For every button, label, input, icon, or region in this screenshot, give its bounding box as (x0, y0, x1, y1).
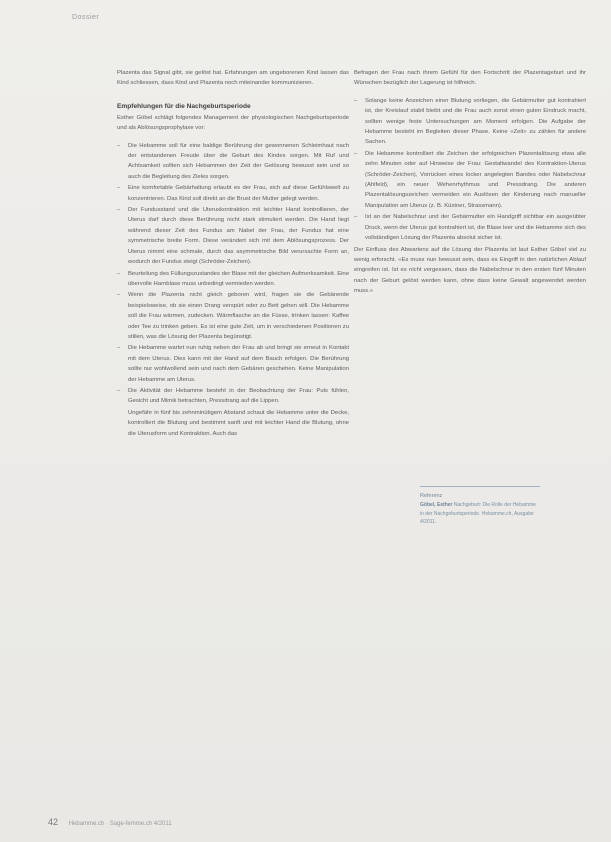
section-label: Dossier (72, 14, 100, 21)
list-item: – Beurteilung des Füllungszustandes der Blase mit der gleichen Aufmerksamkeit. Eine übervolle Harnblase muss unbedingt vermieden werden. (117, 270, 349, 287)
right-column (354, 68, 586, 304)
right-list (354, 96, 586, 244)
list-item-continuation: Ungefähr in fünf bis zehnminütigem Abstand schaut die Hebamme unter die Decke, kontrolliert die Blutung und bestimmt sanft und mit leichter Hand die Blutung, ohne die Uterusform und Kontraktion. Auch das (128, 409, 349, 437)
list-item: – Wenn die Plazenta nicht gleich geboren wird, fragen sie die Gebärende beispielsweise, ob sie einen Drang verspürt oder zu Bett gehen will. Die Hebamme soll die Frau wärmen, zudecken. Wärmflasche an die Füsse, trinken lassen: Kaffee oder Tee zu trinken geben. Es ist eine gute Zeit, um in verschiedenen Positionen zu stillen, was die Lösung der Plazenta begünstigt. (117, 292, 349, 340)
list-item: – Eine komfortable Gebärhaltung erlaubt es der Frau, sich auf diese Gefühlswelt zu konzentrieren. Das Kind soll direkt an die Brust der Mutter gelegt werden. (117, 185, 349, 202)
left-intro-paragraph: Plazenta das Signal gibt, sie gelöst hat. Erfahrungen am ungeborenen Kind lassen das Kind schliessen, dass Kind und Plazenta noch miteinander kommunizieren. (117, 70, 349, 87)
closing-paragraph: Der Einfluss des Abwartens auf die Lösung der Plazenta ist laut Esther Göbel viel zu wenig erforscht. «Es muss nun bewusst sein, dass es Eingriff in den natürlichen Ablauf eingreifen ist. Ist es nicht vergessen, dass die Nabelschnur in den ersten fünf Minuten nach der Geburt gelöst werden kann, ohne dass keine Gewalt angewendet werden muss.» (354, 246, 586, 295)
recommendation-list (117, 141, 349, 439)
reference-text: Nachgeburt: Die Rolle der Hebamme in der Nachgeburtsperiode. Hebamme.ch, Ausgabe 4/2011. (420, 502, 536, 526)
reference-title: Referenz (420, 493, 443, 499)
reference-entry (420, 501, 540, 526)
page-footer (48, 817, 172, 827)
list-item: – Solange keine Anzeichen einer Blutung vorliegen, die Gebärmutter gut kontrahiert ist, der Kreislauf stabil bleibt und die Frau auch sonst einen guten Eindruck macht, sollten wenige feste Untersuchungen am Moment erfolgen. Die Aufgabe der Hebamme besteht im Begleiten dieser Phase. Keine «Zeit» zu zählen für andere Sachen. (354, 97, 586, 146)
list-item: – Die Aktivität der Hebamme besteht in der Beobachtung der Frau: Puls fühlen, Gesicht und Mimik betrachten, Pressdrang auf die Lippen. (117, 387, 349, 405)
left-column (117, 68, 349, 440)
reference-author: Göbel, Esther (420, 502, 453, 509)
reference-box (420, 486, 540, 527)
list-item: – Die Hebamme soll für eine baldige Berührung der gewonnenen Schleimhaut nach der entstandenen Freude über die Geburt des Kindes sorgen. Mit Ruf und Achtsamkeit sollten sich Hebammen der Zeit der Gelösung bewusst sein und so auch die Begleitung des Zieles sorgen. (117, 142, 349, 180)
page-number: 42 (48, 817, 59, 827)
list-item: – Ist an der Nabelschnur und der Gebärmutter ein Handgriff sichtbar ein ausgeübter Druck, wenn der Uterus gut kontrahiert ist, die Blase leer und die Hebamme sich des vollständigen Lösung der Plazenta absolut sicher ist. (354, 214, 586, 242)
publication-info: Hebamme.ch · Sage-femme.ch 4/2011 (68, 821, 172, 827)
list-item: – Der Fundusstand und die Uteruskontraktion mit leichter Hand kontrollieren, der Uterus darf durch diese Berührung nicht stark stimuliert werden. Die Hand liegt während dieser Zeit des Fundus am Nabel der Frau, der Fundus hat eine symmetrische breite Form. Diese verändert sich mit dem Ablösungsprozess. Der Uterus nimmt eine schmale, durch das asymmetrische Bild verursachte Form an, wodurch der Fundus steigt (Schröder-Zeichen). (117, 207, 349, 266)
list-item: – Die Hebamme wartet nun ruhig neben der Frau ab und bringt sie erneut in Kontakt mit dem Uterus. Dies kann mit der Hand auf dem Bauch erfolgen. Die Berührung sollte nur wohlwollend sein und nach dem Gebären geschehen. Keine Manipulation der Hebamme am Uterus. (117, 345, 349, 383)
list-item: – Die Hebamme kontrolliert die Zeichen der erfolgreichen Plazentalösung etwa alle zehn Minuten oder auf Hinweise der Frau: Gestaltwandel des Kontraktion-Uterus (Schröder-Zeichen), Vorrücken eines locker angelegten Bandes oder Nabelschnur (Ahlfeld), ein neuer Wehenrhythmus und Pressdrang. Die anderen Plazentalösungszeichen vermeiden ein Auslösen der Kinderung nach manueller Manipulation am Uterus (z. B. Küstner, Strassmann). (354, 150, 586, 209)
lead-paragraph: Esther Göbel schlägt folgendes Management der physiologischen Nachgeburtsperiode und als Ablösungsprophylaxe vor: (117, 114, 349, 132)
right-intro-paragraph: Befragen der Frau nach ihrem Gefühl für den Fortschritt der Plazentageburt und ihr Wünschen bezüglich der Lagerung ist hilfreich. (354, 70, 586, 87)
section-heading: Empfehlungen für die Nachgeburtsperiode (117, 102, 251, 110)
